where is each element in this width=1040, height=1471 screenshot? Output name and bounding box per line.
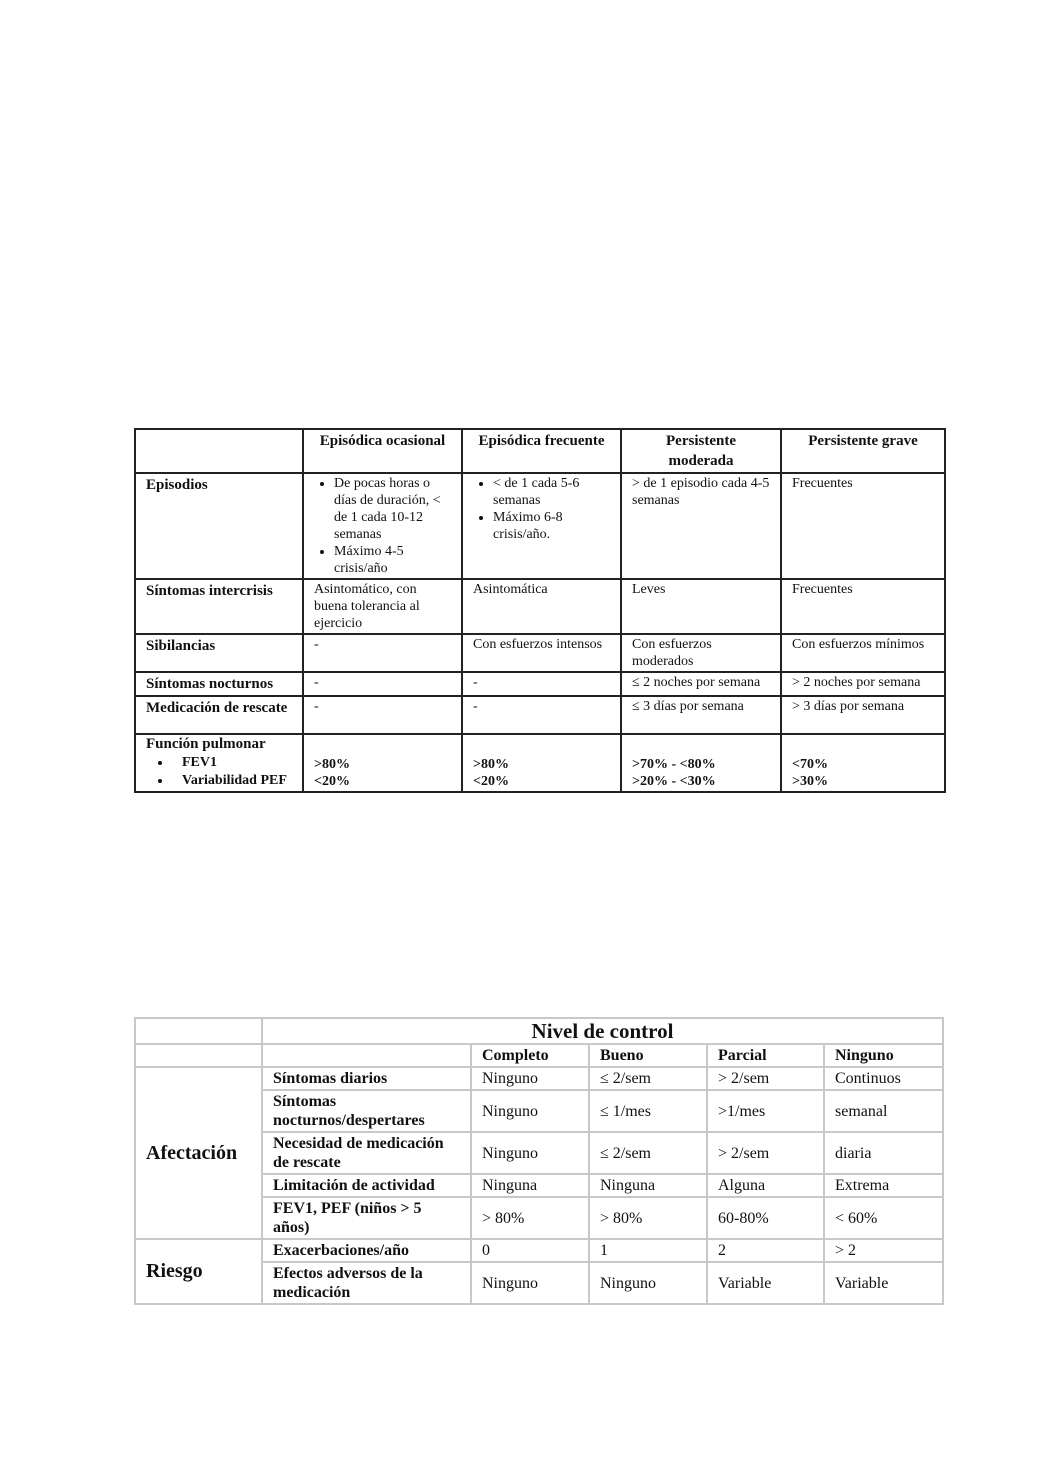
cell-intercrisis-moderada: Leves (621, 579, 781, 634)
pef-value: <20% (314, 774, 350, 789)
row-label: Síntomas nocturnos/despertares (262, 1090, 471, 1132)
table-cell: ≤ 2/sem (589, 1132, 707, 1174)
cell-intercrisis-ocasional: Asintomático, con buena tolerancia al ejercicio (303, 579, 462, 634)
funcion-pulmonar-sublist (146, 754, 298, 790)
severity-table (134, 428, 946, 793)
control-header-row (135, 1044, 943, 1067)
cell-pulmonar-frecuente (462, 734, 621, 792)
table-cell: Ninguna (589, 1174, 707, 1197)
list-item: • De pocas horas o días de duración, < de 1 cada 10-12 semanas (334, 475, 451, 543)
row-label: Necesidad de medicación de rescate (262, 1132, 471, 1174)
cell-intercrisis-frecuente: Asintomática (462, 579, 621, 634)
fev1-value: >80% (473, 757, 509, 772)
row-label: Efectos adversos de la medicación (262, 1262, 471, 1304)
table-cell: > 2/sem (707, 1067, 824, 1090)
table-cell: Continuos (824, 1067, 943, 1090)
bullet-list (473, 475, 610, 543)
table-cell: Ninguno (471, 1132, 589, 1174)
cell-rescate-grave: > 3 días por semana (781, 696, 945, 734)
cell-intercrisis-grave: Frecuentes (781, 579, 945, 634)
cell-episodios-ocasional (303, 473, 462, 579)
table-cell: Extrema (824, 1174, 943, 1197)
table-cell: > 80% (471, 1197, 589, 1239)
severity-header-row (135, 429, 945, 473)
control-table (134, 1017, 944, 1305)
list-item: • Máximo 6-8 crisis/año. (493, 509, 610, 543)
col-header-persistente-grave: Persistente grave (781, 429, 945, 473)
col-header-episodica-ocasional: Episódica ocasional (303, 429, 462, 473)
category-afectacion: Afectación (135, 1067, 262, 1239)
cell-sibilancias-frecuente: Con esfuerzos intensos (462, 634, 621, 672)
row-label: Síntomas diarios (262, 1067, 471, 1090)
col-header-persistente-moderada: Persistente moderada (621, 429, 781, 473)
cell-nocturnos-moderada: ≤ 2 noches por semana (621, 672, 781, 696)
cell-pulmonar-moderada (621, 734, 781, 792)
row-label-funcion-pulmonar (135, 734, 303, 792)
pef-value: >30% (792, 774, 828, 789)
row-label: Limitación de actividad (262, 1174, 471, 1197)
table-cell: diaria (824, 1132, 943, 1174)
table-cell: Ninguno (471, 1067, 589, 1090)
severity-corner-cell (135, 429, 303, 473)
table-cell: 2 (707, 1239, 824, 1262)
row-label-sintomas-nocturnos: Síntomas nocturnos (135, 672, 303, 696)
col-header-completo: Completo (471, 1044, 589, 1067)
row-funcion-pulmonar (135, 734, 945, 792)
table-cell: > 2 (824, 1239, 943, 1262)
table-cell: Variable (707, 1262, 824, 1304)
control-corner-cell (135, 1018, 262, 1044)
list-item: • Máximo 4-5 crisis/año (334, 543, 451, 577)
table-cell: Alguna (707, 1174, 824, 1197)
table-cell: 0 (471, 1239, 589, 1262)
table-cell: > 2/sem (707, 1132, 824, 1174)
pef-value: <20% (473, 774, 509, 789)
cell-rescate-frecuente: - (462, 696, 621, 734)
cell-episodios-moderada: > de 1 episodio cada 4-5 semanas (621, 473, 781, 579)
pef-value: >20% - <30% (632, 774, 716, 789)
funcion-pulmonar-label: Función pulmonar (146, 736, 266, 752)
row-label: Exacerbaciones/año (262, 1239, 471, 1262)
table-row (135, 1239, 943, 1262)
table-cell: Ninguna (471, 1174, 589, 1197)
cell-pulmonar-ocasional (303, 734, 462, 792)
table-cell: Ninguno (471, 1090, 589, 1132)
col-header-episodica-frecuente: Episódica frecuente (462, 429, 621, 473)
table-cell: >1/mes (707, 1090, 824, 1132)
table-cell: Ninguno (589, 1262, 707, 1304)
table-cell: Variable (824, 1262, 943, 1304)
table-cell: ≤ 2/sem (589, 1067, 707, 1090)
cell-nocturnos-ocasional: - (303, 672, 462, 696)
row-sintomas-nocturnos (135, 672, 945, 696)
col-header-parcial: Parcial (707, 1044, 824, 1067)
row-label-sibilancias: Sibilancias (135, 634, 303, 672)
row-episodios (135, 473, 945, 579)
sublabel-variabilidad-pef: • Variabilidad PEF (172, 772, 298, 790)
cell-sibilancias-moderada: Con esfuerzos moderados (621, 634, 781, 672)
table-row (135, 1067, 943, 1090)
control-table-title: Nivel de control (262, 1018, 943, 1044)
row-sintomas-intercrisis (135, 579, 945, 634)
row-label-sintomas-intercrisis: Síntomas intercrisis (135, 579, 303, 634)
cell-sibilancias-grave: Con esfuerzos mínimos (781, 634, 945, 672)
row-medicacion-rescate (135, 696, 945, 734)
col-header-ninguno: Ninguno (824, 1044, 943, 1067)
row-label-medicacion-rescate: Medicación de rescate (135, 696, 303, 734)
bullet-list (314, 475, 451, 577)
cell-nocturnos-grave: > 2 noches por semana (781, 672, 945, 696)
cell-pulmonar-grave (781, 734, 945, 792)
table-cell: 60-80% (707, 1197, 824, 1239)
cell-episodios-frecuente (462, 473, 621, 579)
cell-sibilancias-ocasional: - (303, 634, 462, 672)
cell-rescate-moderada: ≤ 3 días por semana (621, 696, 781, 734)
cell-rescate-ocasional: - (303, 696, 462, 734)
list-item: • < de 1 cada 5-6 semanas (493, 475, 610, 509)
sublabel-fev1: • FEV1 (172, 754, 298, 772)
control-empty-cell (135, 1044, 262, 1067)
table-cell: > 80% (589, 1197, 707, 1239)
control-title-row (135, 1018, 943, 1044)
table-cell: ≤ 1/mes (589, 1090, 707, 1132)
cell-episodios-grave: Frecuentes (781, 473, 945, 579)
fev1-value: <70% (792, 757, 828, 772)
table-cell: < 60% (824, 1197, 943, 1239)
row-sibilancias (135, 634, 945, 672)
row-label-episodios: Episodios (135, 473, 303, 579)
fev1-value: >80% (314, 757, 350, 772)
cell-nocturnos-frecuente: - (462, 672, 621, 696)
table-cell: Ninguno (471, 1262, 589, 1304)
category-riesgo: Riesgo (135, 1239, 262, 1304)
table-cell: 1 (589, 1239, 707, 1262)
row-label: FEV1, PEF (niños > 5 años) (262, 1197, 471, 1239)
fev1-value: >70% - <80% (632, 757, 716, 772)
control-empty-cell (262, 1044, 471, 1067)
col-header-bueno: Bueno (589, 1044, 707, 1067)
table-cell: semanal (824, 1090, 943, 1132)
